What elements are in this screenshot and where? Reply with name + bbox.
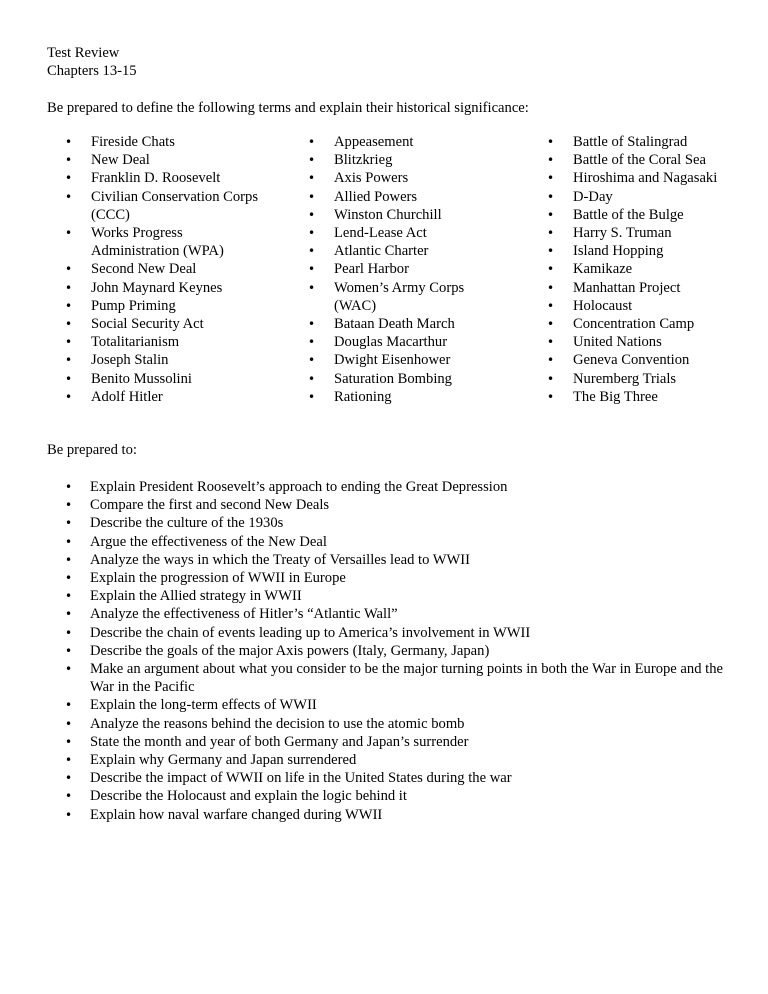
term-item: • Benito Mussolini bbox=[65, 370, 265, 388]
task-item: • Explain how naval warfare changed during WWII bbox=[65, 806, 725, 824]
term-item: • D-Day bbox=[547, 188, 762, 206]
task-item: • Compare the first and second New Deals bbox=[65, 496, 725, 514]
task-item: • Describe the goals of the major Axis powers (Italy, Germany, Japan) bbox=[65, 642, 725, 660]
term-item: • Adolf Hitler bbox=[65, 388, 265, 406]
task-item: • Analyze the ways in which the Treaty of Versailles lead to WWII bbox=[65, 551, 725, 569]
term-item: • Geneva Convention bbox=[547, 351, 762, 369]
terms-column-2 bbox=[308, 133, 508, 406]
term-item: • Allied Powers bbox=[308, 188, 508, 206]
term-item: • Second New Deal bbox=[65, 260, 265, 278]
term-item: • Lend-Lease Act bbox=[308, 224, 508, 242]
task-item: • Describe the impact of WWII on life in the United States during the war bbox=[65, 769, 725, 787]
task-item: • Argue the effectiveness of the New Deal bbox=[65, 533, 725, 551]
term-item: • Dwight Eisenhower bbox=[308, 351, 508, 369]
term-item: • Pump Priming bbox=[65, 297, 265, 315]
term-item: • Hiroshima and Nagasaki bbox=[547, 169, 762, 187]
task-item: • Explain the long-term effects of WWII bbox=[65, 696, 725, 714]
terms-column-3 bbox=[547, 133, 762, 406]
task-item: • Explain the Allied strategy in WWII bbox=[65, 587, 725, 605]
term-item: • Blitzkrieg bbox=[308, 151, 508, 169]
term-item: • Franklin D. Roosevelt bbox=[65, 169, 265, 187]
term-item: • Bataan Death March bbox=[308, 315, 508, 333]
task-item: • Explain why Germany and Japan surrendered bbox=[65, 751, 725, 769]
term-item: • Battle of Stalingrad bbox=[547, 133, 762, 151]
term-item: • Fireside Chats bbox=[65, 133, 265, 151]
term-item: • Nuremberg Trials bbox=[547, 370, 762, 388]
task-item: • Describe the chain of events leading up to America’s involvement in WWII bbox=[65, 624, 725, 642]
task-item: • Analyze the effectiveness of Hitler’s “Atlantic Wall” bbox=[65, 605, 725, 623]
terms-instructions: Be prepared to define the following terms and explain their historical significance: bbox=[47, 100, 529, 116]
terms-column-1 bbox=[65, 133, 265, 406]
term-item: • Douglas Macarthur bbox=[308, 333, 508, 351]
task-item: • Describe the Holocaust and explain the logic behind it bbox=[65, 787, 725, 805]
task-item: • Analyze the reasons behind the decision to use the atomic bomb bbox=[65, 715, 725, 733]
task-item: • Describe the culture of the 1930s bbox=[65, 514, 725, 532]
task-item: • State the month and year of both Germany and Japan’s surrender bbox=[65, 733, 725, 751]
task-item: • Make an argument about what you consider to be the major turning points in both the War in Europe and the War in the Pacific bbox=[65, 660, 725, 696]
term-item: • Battle of the Bulge bbox=[547, 206, 762, 224]
term-item: • Social Security Act bbox=[65, 315, 265, 333]
term-item: • Works Progress Administration (WPA) bbox=[65, 224, 265, 260]
document-title: Test Review bbox=[47, 45, 120, 61]
term-item: • Atlantic Charter bbox=[308, 242, 508, 260]
term-item: • Rationing bbox=[308, 388, 508, 406]
term-item: • John Maynard Keynes bbox=[65, 279, 265, 297]
chapters-label: Chapters 13-15 bbox=[47, 63, 137, 80]
term-item: • Civilian Conservation Corps (CCC) bbox=[65, 188, 265, 224]
term-item: • The Big Three bbox=[547, 388, 762, 406]
term-item: • Manhattan Project bbox=[547, 279, 762, 297]
task-item: • Explain the progression of WWII in Europe bbox=[65, 569, 725, 587]
term-item: • Holocaust bbox=[547, 297, 762, 315]
term-item: • Saturation Bombing bbox=[308, 370, 508, 388]
term-item: • New Deal bbox=[65, 151, 265, 169]
task-item: • Explain President Roosevelt’s approach to ending the Great Depression bbox=[65, 478, 725, 496]
term-item: • Harry S. Truman bbox=[547, 224, 762, 242]
term-item: • Axis Powers bbox=[308, 169, 508, 187]
document-header bbox=[47, 44, 137, 80]
term-item: • Joseph Stalin bbox=[65, 351, 265, 369]
prepared-task-list bbox=[65, 478, 725, 824]
term-item: • Women’s Army Corps (WAC) bbox=[308, 279, 508, 315]
term-item: • Winston Churchill bbox=[308, 206, 508, 224]
term-item: • Pearl Harbor bbox=[308, 260, 508, 278]
term-item: • Totalitarianism bbox=[65, 333, 265, 351]
term-item: • Appeasement bbox=[308, 133, 508, 151]
term-item: • Concentration Camp bbox=[547, 315, 762, 333]
term-item: • Island Hopping bbox=[547, 242, 762, 260]
term-item: • Battle of the Coral Sea bbox=[547, 151, 762, 169]
term-item: • United Nations bbox=[547, 333, 762, 351]
term-item: • Kamikaze bbox=[547, 260, 762, 278]
prepared-heading: Be prepared to: bbox=[47, 442, 137, 458]
